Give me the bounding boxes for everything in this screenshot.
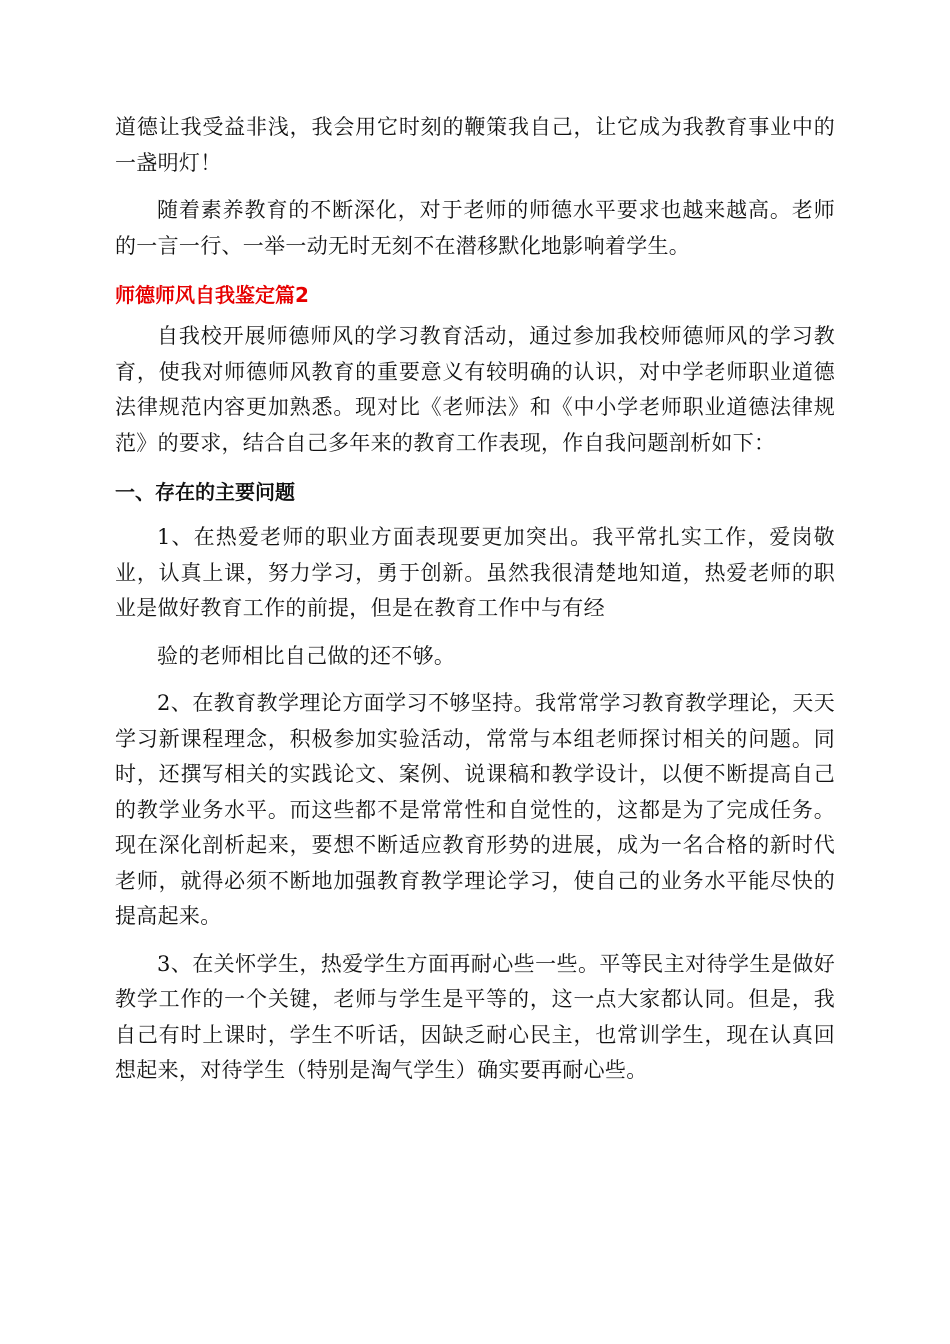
- section-title: 师德师风自我鉴定篇2: [115, 283, 309, 307]
- heading-main-problems: 一、存在的主要问题: [115, 480, 295, 504]
- list-item-continuation: 验的老师相比自己做的还不够。: [157, 643, 456, 668]
- list-item: 3、在关怀学生，热爱学生方面再耐心些一些。平等民主对待学生是做好教学工作的一个关键，老师与学生是平等的，这一点大家都认同。但是，我自己有时上课时，学生不听话，因缺乏耐心民主，也常训学生，现在认真回想起来，对待学生（特别是淘气学生）确实要再耐心些。: [115, 951, 835, 1082]
- list-item: 1、在热爱老师的职业方面表现要更加突出。我平常扎实工作，爱岗敬业，认真上课，努力学习，勇于创新。虽然我很清楚地知道，热爱老师的职业是做好教育工作的前提，但是在教育工作中与有经: [115, 525, 835, 620]
- document-page: [115, 110, 835, 1101]
- list-item: 2、在教育教学理论方面学习不够坚持。我常常学习教育教学理论，天天学习新课程理念，积极参加实验活动，常常与本组老师探讨相关的问题。同时，还撰写相关的实践论文、案例、说课稿和教学设计，以便不断提高自己的教学业务水平。而这些都不是常常性和自觉性的，这都是为了完成任务。现在深化剖析起来，要想不断适应教育形势的进展，成为一名合格的新时代老师，就得必须不断地加强教育教学理论学习，使自己的业务水平能尽快的提高起来。: [115, 691, 835, 928]
- paragraph: 随着素养教育的不断深化，对于老师的师德水平要求也越来越高。老师的一言一行、一举一动无时无刻不在潜移默化地影响着学生。: [115, 198, 835, 258]
- paragraph-continuation: 道德让我受益非浅，我会用它时刻的鞭策我自己，让它成为我教育事业中的一盏明灯！: [115, 115, 835, 175]
- intro-paragraph: 自我校开展师德师风的学习教育活动，通过参加我校师德师风的学习教育，使我对师德师风教育的重要意义有较明确的认识，对中学老师职业道德法律规范内容更加熟悉。现对比《老师法》和《中小学老师职业道德法律规范》的要求，结合自己多年来的教育工作表现，作自我问题剖析如下：: [115, 324, 835, 455]
